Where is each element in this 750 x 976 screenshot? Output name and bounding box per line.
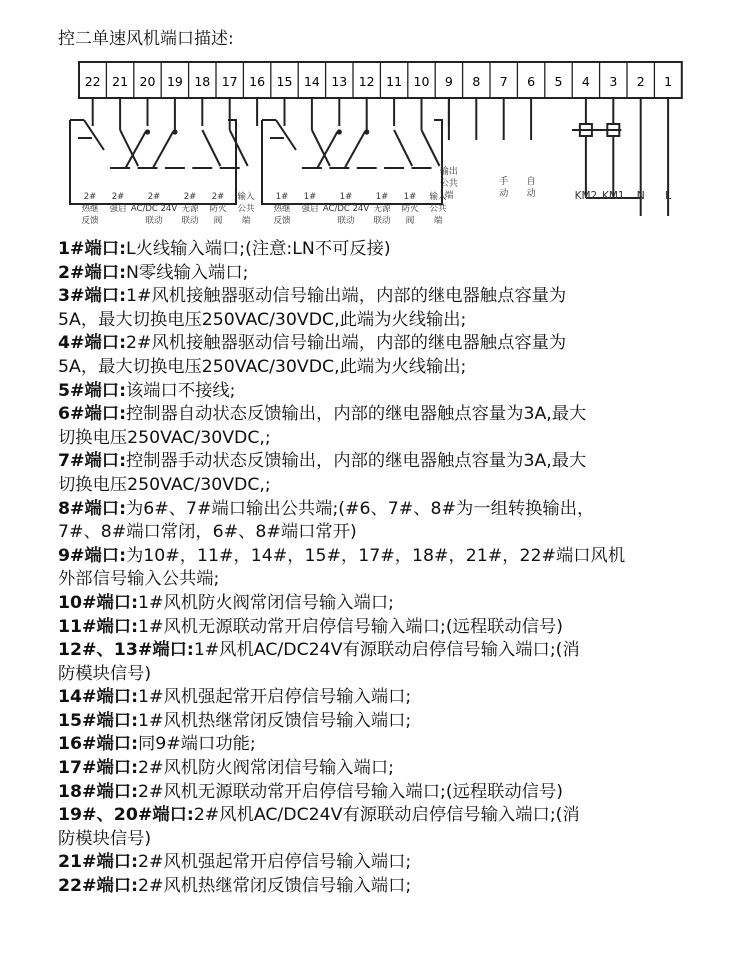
n-label: N xyxy=(636,189,645,202)
terminal-number: 15 xyxy=(276,74,293,89)
port-description-item xyxy=(58,238,738,262)
port-text-continued: 7#、8#端口常闭，6#、8#端口常开) xyxy=(58,522,357,543)
port-label: 19#、20#端口: xyxy=(58,805,194,826)
terminal-number: 12 xyxy=(358,74,375,89)
terminal-number: 9 xyxy=(444,74,453,89)
input-function-label: 反馈 xyxy=(273,216,291,226)
input-function-label: 端 xyxy=(433,216,443,226)
port-label: 2#端口: xyxy=(58,262,126,283)
port-label: 7#端口: xyxy=(58,451,126,472)
port-text: 为6#、7#端口输出公共端;(#6、7#、8#为一组转换输出， xyxy=(125,498,595,519)
port-description-item xyxy=(58,686,738,710)
port-label: 21#端口: xyxy=(58,852,139,873)
contact-dot xyxy=(172,129,177,134)
port-label: 15#端口: xyxy=(58,710,139,731)
port-text: 2#风机接触器驱动信号输出端，内部的继电器触点容量为 xyxy=(125,333,567,354)
input-function-label: 无源 xyxy=(373,204,391,214)
input-function-label: AC/DC 24V xyxy=(130,204,178,214)
input-function-label: 防火 xyxy=(401,204,419,214)
terminal-number: 7 xyxy=(499,74,508,89)
port-text: 同9#端口功能; xyxy=(138,734,256,755)
input-function-label: 反馈 xyxy=(81,216,99,226)
port-label: 10#端口: xyxy=(58,592,139,613)
input-function-label: AC/DC 24V xyxy=(322,204,370,214)
terminal-number: 22 xyxy=(84,74,101,89)
input-function-label: 公共 xyxy=(429,204,447,214)
switch-contact xyxy=(394,130,412,166)
port-text: 2#风机强起常开启停信号输入端口; xyxy=(138,852,412,873)
input-function-label: 2# xyxy=(83,192,97,202)
port-text: 1#风机防火阀常闭信号输入端口; xyxy=(138,592,394,613)
port-description-item xyxy=(58,450,738,474)
input-function-label: 输入 xyxy=(429,192,447,202)
port-text: N零线输入端口; xyxy=(125,262,249,283)
input-function-label: 1# xyxy=(275,192,289,202)
input-function-label: 2# xyxy=(183,192,197,202)
port-label: 9#端口: xyxy=(58,545,126,566)
port-text: 为10#，11#，14#，15#，17#，18#，21#，22#端口风机 xyxy=(125,545,626,566)
terminal-number: 21 xyxy=(112,74,129,89)
manual-label: 动 xyxy=(499,189,509,199)
output-common-label: 输出 xyxy=(439,167,458,177)
input-function-label: 1# xyxy=(375,192,389,202)
terminal-number: 2 xyxy=(636,74,645,89)
port-description-item xyxy=(58,639,738,663)
port-text: 2#风机无源联动常开启停信号输入端口;(远程联动信号) xyxy=(138,781,563,802)
switch-contact xyxy=(230,130,248,166)
terminal-strip xyxy=(79,62,682,98)
input-function-label: 1# xyxy=(303,192,317,202)
input-function-label: 1# xyxy=(339,192,353,202)
port-description-item xyxy=(58,781,738,805)
switch-contact xyxy=(202,130,220,166)
output-common-label: 公共 xyxy=(439,179,458,189)
input-function-label: 输入 xyxy=(237,192,255,202)
port-description-item xyxy=(58,710,738,734)
contact-dot xyxy=(145,129,150,134)
port-description-item xyxy=(58,875,738,899)
port-text: 2#风机防火阀常闭信号输入端口; xyxy=(138,758,394,779)
terminal-labels xyxy=(81,165,672,226)
terminal-number: 8 xyxy=(472,74,481,89)
output-common-label: 端 xyxy=(444,191,454,201)
port-description-item xyxy=(58,851,738,875)
port-label: 17#端口: xyxy=(58,758,139,779)
input-function-label: 热继 xyxy=(273,204,291,214)
port-text: 该端口不接线; xyxy=(125,380,236,401)
terminal-number: 6 xyxy=(527,74,536,89)
port-description-item xyxy=(58,332,738,356)
port-description-item xyxy=(58,498,738,522)
km2-label: KM2 xyxy=(574,190,598,202)
port-text: 2#风机热继常闭反馈信号输入端口; xyxy=(138,876,412,897)
switch-contact xyxy=(345,132,365,168)
input-function-label: 2# xyxy=(147,192,161,202)
input-function-label: 端 xyxy=(241,216,251,226)
port-text-continued: 外部信号输入公共端; xyxy=(58,569,220,590)
auto-label: 动 xyxy=(526,189,536,199)
input-function-label: 热继 xyxy=(81,204,99,214)
terminal-number: 3 xyxy=(609,74,618,89)
terminal-number: 20 xyxy=(139,74,156,89)
input-function-label: 阀 xyxy=(213,216,223,226)
auto-label: 自 xyxy=(526,177,536,187)
manual-label: 手 xyxy=(499,177,509,187)
port-text: 控制器自动状态反馈输出，内部的继电器触点容量为3A,最大 xyxy=(125,404,587,425)
terminal-number: 1 xyxy=(664,74,673,89)
port-description-item xyxy=(58,592,738,616)
port-label: 18#端口: xyxy=(58,781,139,802)
port-label: 16#端口: xyxy=(58,734,139,755)
port-label: 3#端口: xyxy=(58,286,126,307)
port-text: 1#风机热继常闭反馈信号输入端口; xyxy=(138,710,412,731)
terminal-number: 5 xyxy=(554,74,563,89)
port-label: 8#端口: xyxy=(58,498,126,519)
port-description-item xyxy=(58,285,738,309)
port-label: 22#端口: xyxy=(58,876,139,897)
input-function-label: 公共 xyxy=(237,204,255,214)
page-title: 控二单速风机端口描述: xyxy=(58,29,234,49)
port-text-continued: 防模块信号) xyxy=(58,828,152,849)
input-function-label: 联动 xyxy=(181,216,199,226)
terminal-number: 17 xyxy=(221,74,238,89)
terminal-number: 16 xyxy=(249,74,266,89)
terminal-number: 4 xyxy=(581,74,590,89)
thermal-contact xyxy=(262,120,296,150)
contact-dot xyxy=(364,129,369,134)
switch-contact xyxy=(153,132,173,168)
terminal-wiring-diagram xyxy=(0,56,750,232)
port-text: 1#风机无源联动常开启停信号输入端口;(远程联动信号) xyxy=(138,616,563,637)
terminal-number: 18 xyxy=(194,74,211,89)
input-function-label: 联动 xyxy=(145,216,163,226)
input-function-label: 2# xyxy=(211,192,225,202)
input-function-label: 无源 xyxy=(181,204,199,214)
port-label: 4#端口: xyxy=(58,333,126,354)
port-description-item xyxy=(58,262,738,286)
terminal-number: 13 xyxy=(331,74,348,89)
port-description-item xyxy=(58,403,738,427)
thermal-contact xyxy=(70,120,104,150)
port-label: 5#端口: xyxy=(58,380,126,401)
switch-contact xyxy=(422,130,440,166)
port-text: 1#风机AC/DC24V有源联动启停信号输入端口;(消 xyxy=(193,640,580,661)
port-text: 1#风机接触器驱动信号输出端，内部的继电器触点容量为 xyxy=(125,286,567,307)
port-description-item xyxy=(58,545,738,569)
contact-dot xyxy=(337,129,342,134)
port-text: 控制器手动状态反馈输出，内部的继电器触点容量为3A,最大 xyxy=(125,451,587,472)
input-function-label: 1# xyxy=(403,192,417,202)
input-function-label: 阀 xyxy=(405,216,415,226)
port-text: 1#风机强起常开启停信号输入端口; xyxy=(138,687,412,708)
input-function-label: 强启 xyxy=(301,204,319,214)
port-label: 11#端口: xyxy=(58,616,139,637)
port-description-item xyxy=(58,804,738,828)
input-function-label: 联动 xyxy=(337,216,355,226)
terminal-number: 10 xyxy=(413,74,430,89)
port-description-item xyxy=(58,380,738,404)
port-text-continued: 5A，最大切换电压250VAC/30VDC,此端为火线输出; xyxy=(58,309,467,330)
input-function-label: 强启 xyxy=(109,204,127,214)
input-function-label: 2# xyxy=(111,192,125,202)
terminal-number: 11 xyxy=(386,74,403,89)
port-description-item xyxy=(58,616,738,640)
port-text: 2#风机AC/DC24V有源联动启停信号输入端口;(消 xyxy=(193,805,580,826)
port-text-continued: 5A，最大切换电压250VAC/30VDC,此端为火线输出; xyxy=(58,356,467,377)
port-text-continued: 防模块信号) xyxy=(58,663,152,684)
port-description-item xyxy=(58,757,738,781)
terminal-number: 14 xyxy=(303,74,320,89)
input-function-label: 联动 xyxy=(373,216,391,226)
port-text-continued: 切换电压250VAC/30VDC,; xyxy=(58,427,271,448)
port-text-continued: 切换电压250VAC/30VDC,; xyxy=(58,474,271,495)
port-description-item xyxy=(58,733,738,757)
port-description-list xyxy=(58,238,738,899)
km1-label: KM1 xyxy=(601,190,625,202)
port-label: 6#端口: xyxy=(58,404,126,425)
port-text: L火线输入端口;(注意:LN不可反接) xyxy=(125,239,391,259)
terminal-number: 19 xyxy=(166,74,183,89)
l-label: L xyxy=(665,189,672,202)
input-function-label: 防火 xyxy=(209,204,227,214)
port-label: 14#端口: xyxy=(58,687,139,708)
port-label: 12#、13#端口: xyxy=(58,640,194,661)
port-label: 1#端口: xyxy=(58,239,126,259)
